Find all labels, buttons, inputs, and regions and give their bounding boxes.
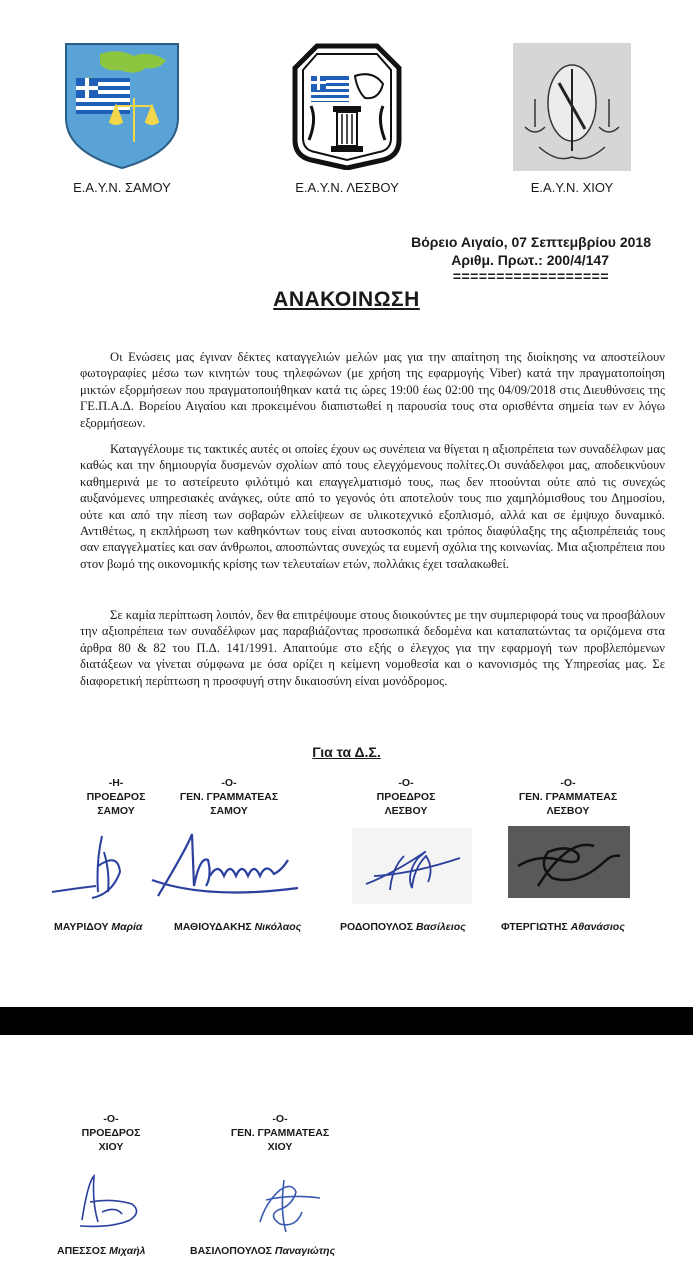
signatory-6-article: -Ο- (272, 1113, 288, 1125)
signatory-2-article: -Ο- (221, 777, 237, 789)
signatory-4-name (501, 921, 625, 933)
signature-6 (240, 1172, 326, 1243)
signatory-1-firstname: Μαρία (111, 921, 143, 933)
signatory-4-firstname: Αθανάσιος (570, 921, 625, 933)
signatory-3-firstname: Βασίλειος (415, 921, 466, 933)
signatory-4-title (488, 776, 648, 818)
signatory-3-article: -Ο- (398, 777, 414, 789)
paragraph-1-text: Οι Ενώσεις μας έγιναν δέκτες καταγγελιών μελών μας για την απαίτηση της διοίκησης να αποστείλουν φωτογραφίες μέσω των κινητών τους τηλεφώνων (με χρήση της εφαρμογής Viber) κατά την πραγματοποίηση μικτών εξορμήσεων που πραγματοποιήθηκαν κατά τις ώρες 19:00 έως 02:00 της 04/09/2018 στις Διευθύνσεις της ΓΕ.Π.Α.Δ. Βορείου Αιγαίου και προκειμένου διαπιστωθεί η παρουσία τους στα ορισθέντα σημεία των εν λόγω εξορμήσεων. (80, 350, 665, 430)
samos-logo (62, 40, 182, 170)
signatory-5-firstname: Μιχαήλ (109, 1245, 146, 1257)
signatory-5-name (57, 1245, 146, 1257)
signatory-4-surname: ΦΤΕΡΓΙΩΤΗΣ (501, 921, 568, 933)
signature-3 (352, 828, 472, 909)
signature-5 (72, 1172, 158, 1239)
paragraph-2 (80, 441, 665, 572)
signatory-4-role: ΓΕΝ. ΓΡΑΜΜΑΤΕΑΣ (518, 791, 618, 803)
signatory-4-region: ΛΕΣΒΟΥ (546, 805, 590, 817)
samos-logo-caption: Ε.Α.Υ.Ν. ΣΑΜΟΥ (73, 180, 171, 195)
signatory-6-surname: ΒΑΣΙΛΟΠΟΥΛΟΣ (190, 1245, 272, 1257)
protocol-number: Αριθμ. Πρωτ.: 200/4/147 (451, 252, 609, 268)
signatory-2-firstname: Νικόλαος (254, 921, 302, 933)
document-title-wrap (0, 288, 693, 312)
signatory-6-region: ΧΙΟΥ (267, 1141, 293, 1153)
paragraph-3 (80, 607, 665, 689)
place-date: Βόρειο Αιγαίο, 07 Σεπτεμβρίου 2018 (411, 234, 651, 250)
chios-logo-caption: Ε.Α.Υ.Ν. ΧΙΟΥ (530, 180, 614, 195)
signatory-1-surname: ΜΑΥΡΙΔΟΥ (54, 921, 109, 933)
separator-line: ================== (452, 268, 609, 284)
signatory-5-surname: ΑΠΕΣΣΟΣ (57, 1245, 107, 1257)
signatory-6-name (190, 1245, 335, 1257)
signatory-5-role: ΠΡΟΕΔΡΟΣ (81, 1127, 141, 1139)
signatory-3-name (340, 921, 466, 933)
signature-1 (48, 832, 148, 907)
signatory-1-name (54, 921, 142, 933)
signatory-5-article: -Ο- (103, 1113, 119, 1125)
signatory-4-article: -Ο- (560, 777, 576, 789)
signatory-6-title (200, 1112, 360, 1154)
for-board-heading: Για τα Δ.Σ. (312, 744, 381, 760)
signature-2 (148, 826, 308, 911)
signatory-2-name (174, 921, 301, 933)
signatory-3-role: ΠΡΟΕΔΡΟΣ (376, 791, 436, 803)
for-board-wrap (0, 744, 693, 760)
signatory-6-firstname: Παναγιώτης (274, 1245, 336, 1257)
signatory-5-region: ΧΙΟΥ (98, 1141, 124, 1153)
signatory-1-role: ΠΡΟΕΔΡΟΣ (86, 791, 146, 803)
signatory-3-surname: ΡΟΔΟΠΟΥΛΟΣ (340, 921, 414, 933)
signature-4 (508, 826, 630, 903)
signatory-2-surname: ΜΑΘΙΟΥΔΑΚΗΣ (174, 921, 252, 933)
signatory-1-region: ΣΑΜΟΥ (97, 805, 135, 817)
document-title: ΑΝΑΚΟΙΝΩΣΗ (273, 288, 420, 311)
signatory-5-title (41, 1112, 181, 1154)
signatory-2-region: ΣΑΜΟΥ (210, 805, 248, 817)
lesvos-logo (287, 40, 407, 170)
paragraph-2-text: Καταγγέλουμε τις τακτικές αυτές οι οποίες έχουν ως συνέπεια να θίγεται η αξιοπρέπεια των συναδέλφων μας καθώς και την δημιουργία δυσμενών σχολίων από τους ελεγχόμενους πολίτες.Οι συνάδελφοι μας, αποδεικνύουν καθημερινά με το αστείρευτο φιλότιμό και επαγγελματισμό τους, πως δεν πτοούνται ούτε από τις συνεχώς αυξανόμενες υπηρεσιακές ανάγκες, ούτε από το γεγονός ότι αποτελούν τους πιο χαμηλόμισθους του Δημοσίου, ούτε και από την πίεση των σοβαρών ελλείψεων σε υλικοτεχνικό εξοπλισμό, αλλά και σε έμψυχο δυναμικό. Αντιθέτως, η εκπλήρωση των καθηκόντων τους είναι αυτοσκοπός και τρόπος διαφύλαξης της αξιοπρέπειάς τους σαν επαγγελματίες και σαν άνθρωποι, αποσπώντας συνεχώς τα ευμενή σχόλια της κοινωνίας. Μια αξιοπρέπεια που στον βωμό της οικονομικής κρίσης των τελευταίων ετών, πολλάκις έχει τσαλακωθεί. (80, 442, 665, 571)
signatory-2-title (154, 776, 304, 818)
chios-logo (513, 43, 631, 171)
page-divider-band (0, 1007, 693, 1035)
signatory-1-article: -Η- (108, 777, 124, 789)
paragraph-1 (80, 349, 665, 431)
signatory-3-title (336, 776, 476, 818)
signatory-6-role: ΓΕΝ. ΓΡΑΜΜΑΤΕΑΣ (230, 1127, 330, 1139)
paragraph-3-text: Σε καμία περίπτωση λοιπόν, δεν θα επιτρέψουμε στους διοικούντες με την συμπεριφορά τους να προσβάλουν την αξιοπρέπεια των συναδέλφων μας παραβιάζοντας προσωπικά δεδομένα και καταπατώντας τα οριζόμενα στα άρθρα 80 & 82 του Π.Δ. 141/1991. Απαιτούμε στο εξής ο έλεγχος για την εφαρμογή των προβλεπόμενων διατάξεων να γίνεται σύμφωνα με όσα ορίζει η κείμενη νομοθεσία και ο κανονισμός της Υπηρεσίας μας. Σε διαφορετική περίπτωση η προσφυγή στην δικαιοσύνη είναι μονόδρομος. (80, 608, 665, 688)
signatory-3-region: ΛΕΣΒΟΥ (384, 805, 428, 817)
lesvos-logo-caption: Ε.Α.Υ.Ν. ΛΕΣΒΟΥ (295, 180, 399, 195)
signatory-2-role: ΓΕΝ. ΓΡΑΜΜΑΤΕΑΣ (179, 791, 279, 803)
